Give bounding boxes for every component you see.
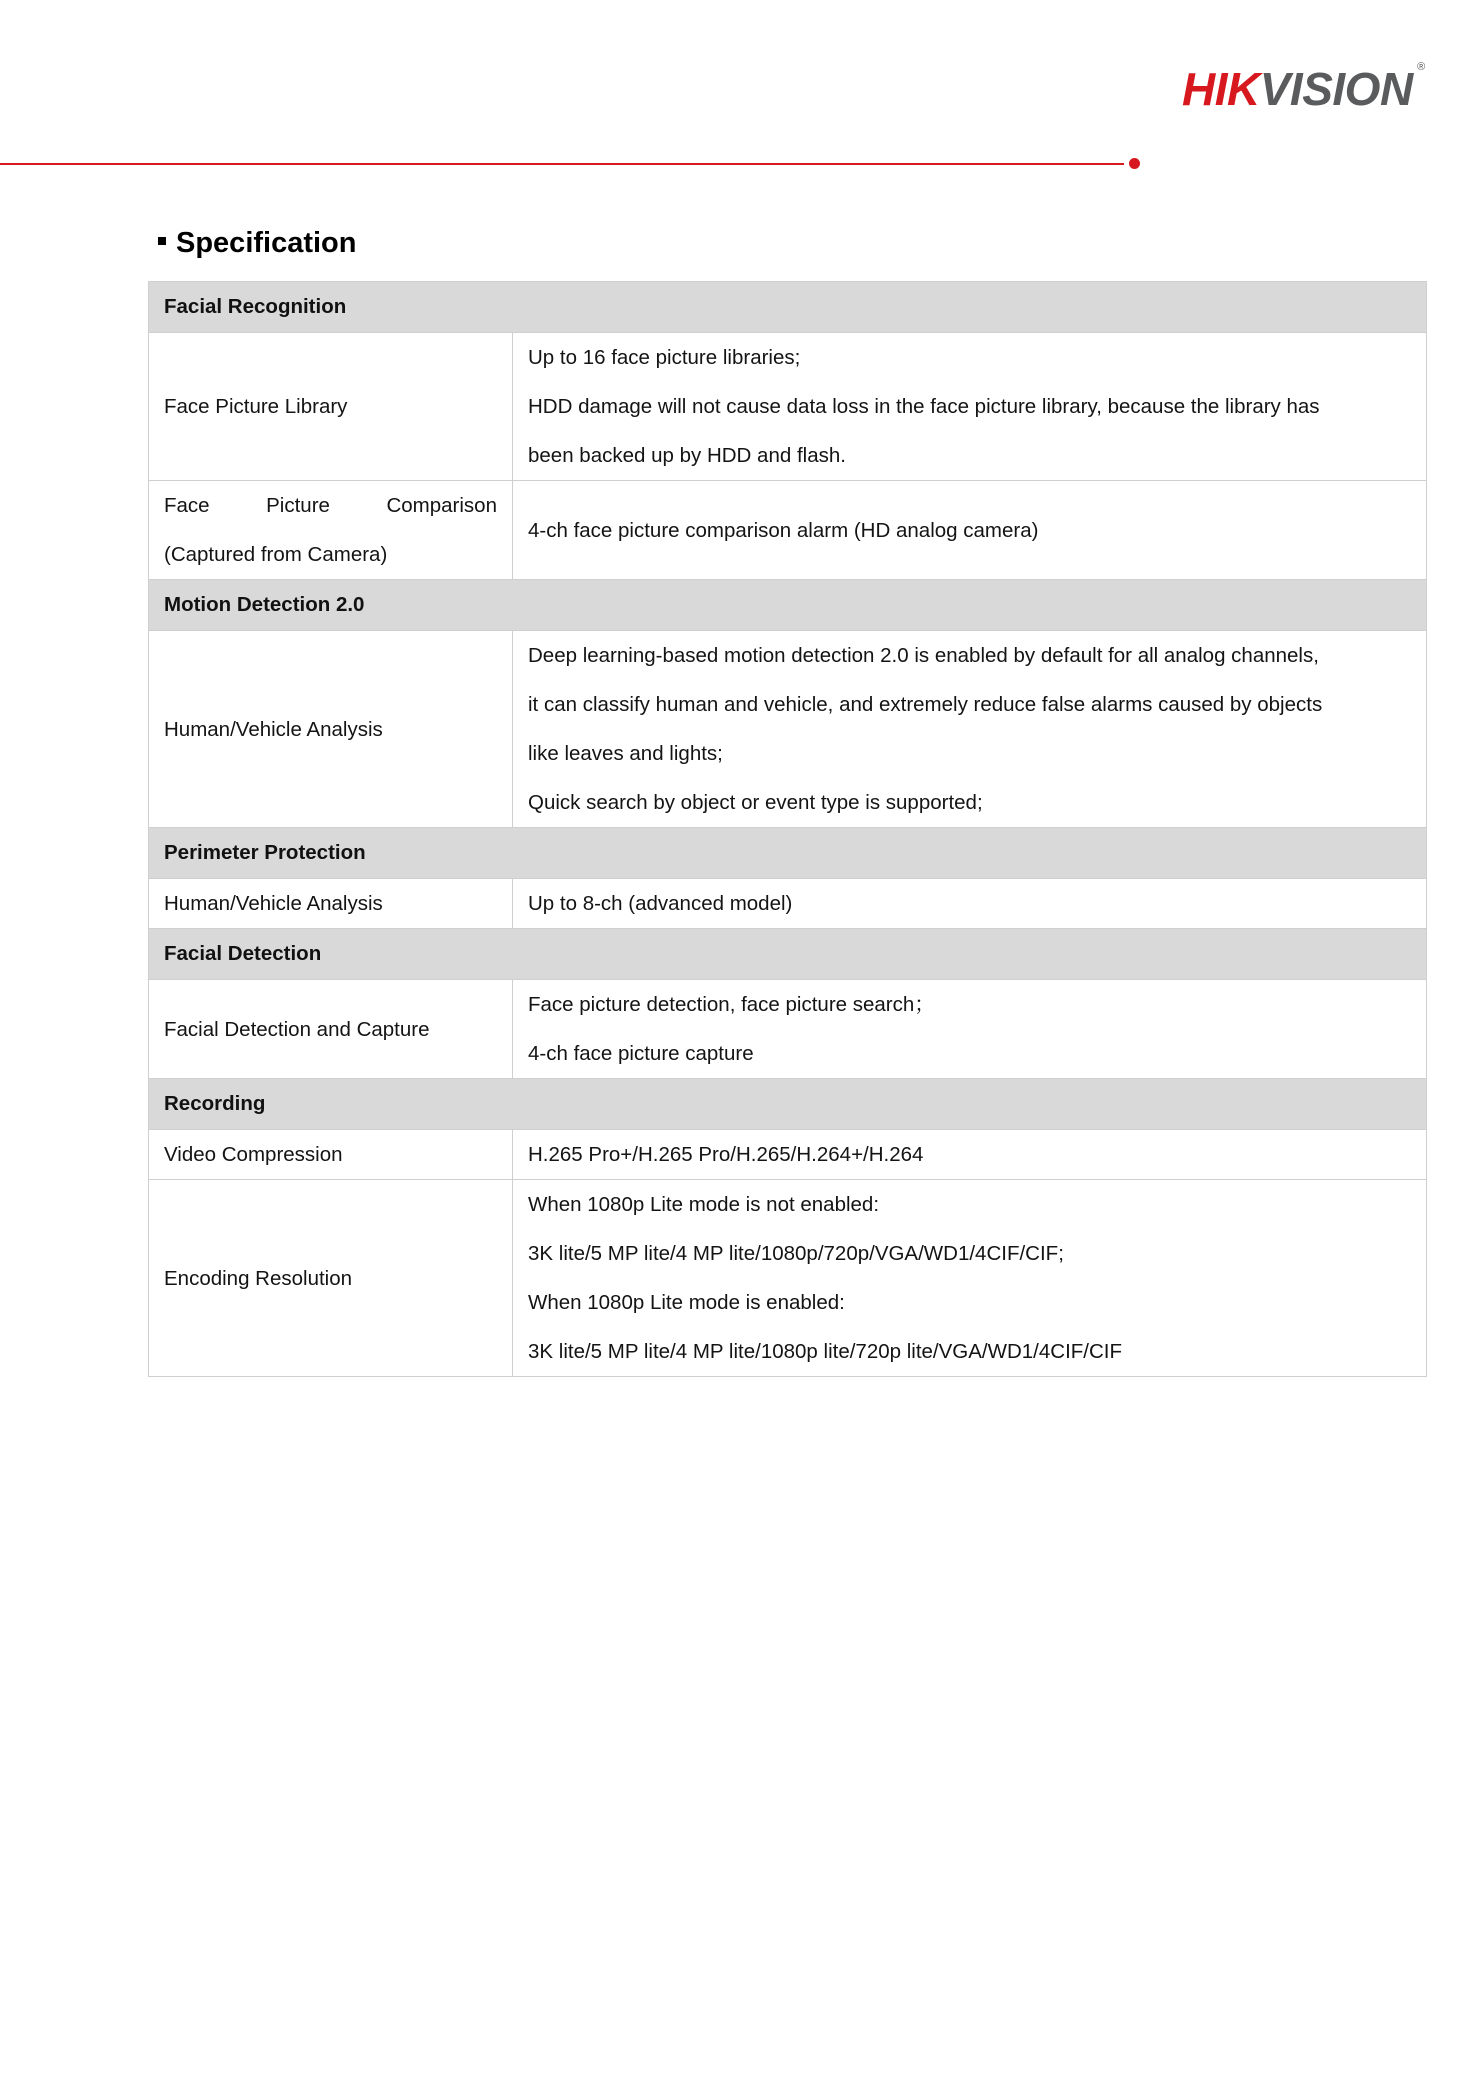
spec-label-line: Video Compression bbox=[164, 1143, 343, 1166]
logo-part-hik: HIK bbox=[1182, 63, 1260, 115]
spec-label bbox=[149, 980, 513, 1079]
spec-value-line: it can classify human and vehicle, and extremely reduce false alarms caused by objects bbox=[528, 693, 1323, 716]
spec-value-line: like leaves and lights; bbox=[528, 742, 723, 765]
spec-value bbox=[513, 879, 1427, 929]
spec-value-line: Face picture detection, face picture search； bbox=[528, 993, 935, 1016]
spec-label-line: Face Picture Comparison bbox=[164, 494, 497, 517]
spec-group-header bbox=[149, 282, 1427, 333]
logo-part-vision: VISION bbox=[1259, 63, 1413, 115]
spec-value-line: Up to 8-ch (advanced model) bbox=[528, 892, 793, 915]
spec-value-line: Deep learning-based motion detection 2.0 is enabled by default for all analog channels, bbox=[528, 644, 1319, 667]
spec-group-header bbox=[149, 1079, 1427, 1130]
spec-label-line: Encoding Resolution bbox=[164, 1266, 353, 1290]
spec-value bbox=[513, 1180, 1427, 1377]
spec-value-line: Up to 16 face picture libraries; bbox=[528, 346, 801, 369]
spec-value bbox=[513, 333, 1427, 481]
spec-label-line: Facial Detection and Capture bbox=[164, 1017, 430, 1041]
spec-label-line: (Captured from Camera) bbox=[164, 543, 388, 566]
spec-value-line: H.265 Pro+/H.265 Pro/H.265/H.264+/H.264 bbox=[528, 1143, 924, 1166]
group-title: Facial Recognition bbox=[149, 282, 1427, 333]
spec-row bbox=[149, 1130, 1427, 1180]
spec-value-line: 4-ch face picture capture bbox=[528, 1042, 754, 1065]
hikvision-logo bbox=[1182, 61, 1425, 115]
section-title: Specification bbox=[176, 227, 357, 259]
spec-row bbox=[149, 879, 1427, 929]
spec-value bbox=[513, 481, 1427, 580]
spec-value-line: 3K lite/5 MP lite/4 MP lite/1080p lite/720p lite/VGA/WD1/4CIF/CIF bbox=[528, 1340, 1122, 1363]
group-title: Facial Detection bbox=[149, 929, 1427, 980]
spec-group-header bbox=[149, 580, 1427, 631]
spec-row bbox=[149, 481, 1427, 580]
spec-value-line: 4-ch face picture comparison alarm (HD analog camera) bbox=[528, 518, 1039, 542]
header-divider-line bbox=[0, 163, 1124, 165]
spec-label bbox=[149, 631, 513, 828]
spec-group-header bbox=[149, 828, 1427, 879]
spec-value bbox=[513, 631, 1427, 828]
spec-row bbox=[149, 980, 1427, 1079]
spec-label-line: Human/Vehicle Analysis bbox=[164, 892, 383, 915]
spec-value-line: HDD damage will not cause data loss in the face picture library, because the library has bbox=[528, 395, 1320, 418]
spec-label-line: Face Picture Library bbox=[164, 395, 348, 418]
spec-row bbox=[149, 631, 1427, 828]
spec-label bbox=[149, 333, 513, 481]
spec-value-line: been backed up by HDD and flash. bbox=[528, 444, 846, 467]
spec-value-line: When 1080p Lite mode is enabled: bbox=[528, 1291, 845, 1314]
registered-mark: ® bbox=[1417, 61, 1425, 73]
spec-row bbox=[149, 333, 1427, 481]
spec-value-line: Quick search by object or event type is supported; bbox=[528, 791, 983, 814]
header-divider-dot bbox=[1129, 158, 1140, 169]
spec-value bbox=[513, 980, 1427, 1079]
spec-label bbox=[149, 1130, 513, 1180]
group-title: Perimeter Protection bbox=[149, 828, 1427, 879]
spec-value bbox=[513, 1130, 1427, 1180]
spec-label bbox=[149, 879, 513, 929]
bullet-square-icon bbox=[158, 237, 166, 245]
group-title: Recording bbox=[149, 1079, 1427, 1130]
specification-table bbox=[148, 281, 1427, 1377]
spec-label-line: Human/Vehicle Analysis bbox=[164, 717, 383, 741]
spec-label bbox=[149, 1180, 513, 1377]
spec-label bbox=[149, 481, 513, 580]
spec-value-line: 3K lite/5 MP lite/4 MP lite/1080p/720p/VGA/WD1/4CIF/CIF; bbox=[528, 1242, 1064, 1265]
group-title: Motion Detection 2.0 bbox=[149, 580, 1427, 631]
spec-group-header bbox=[149, 929, 1427, 980]
spec-value-line: When 1080p Lite mode is not enabled: bbox=[528, 1193, 880, 1216]
spec-row bbox=[149, 1180, 1427, 1377]
